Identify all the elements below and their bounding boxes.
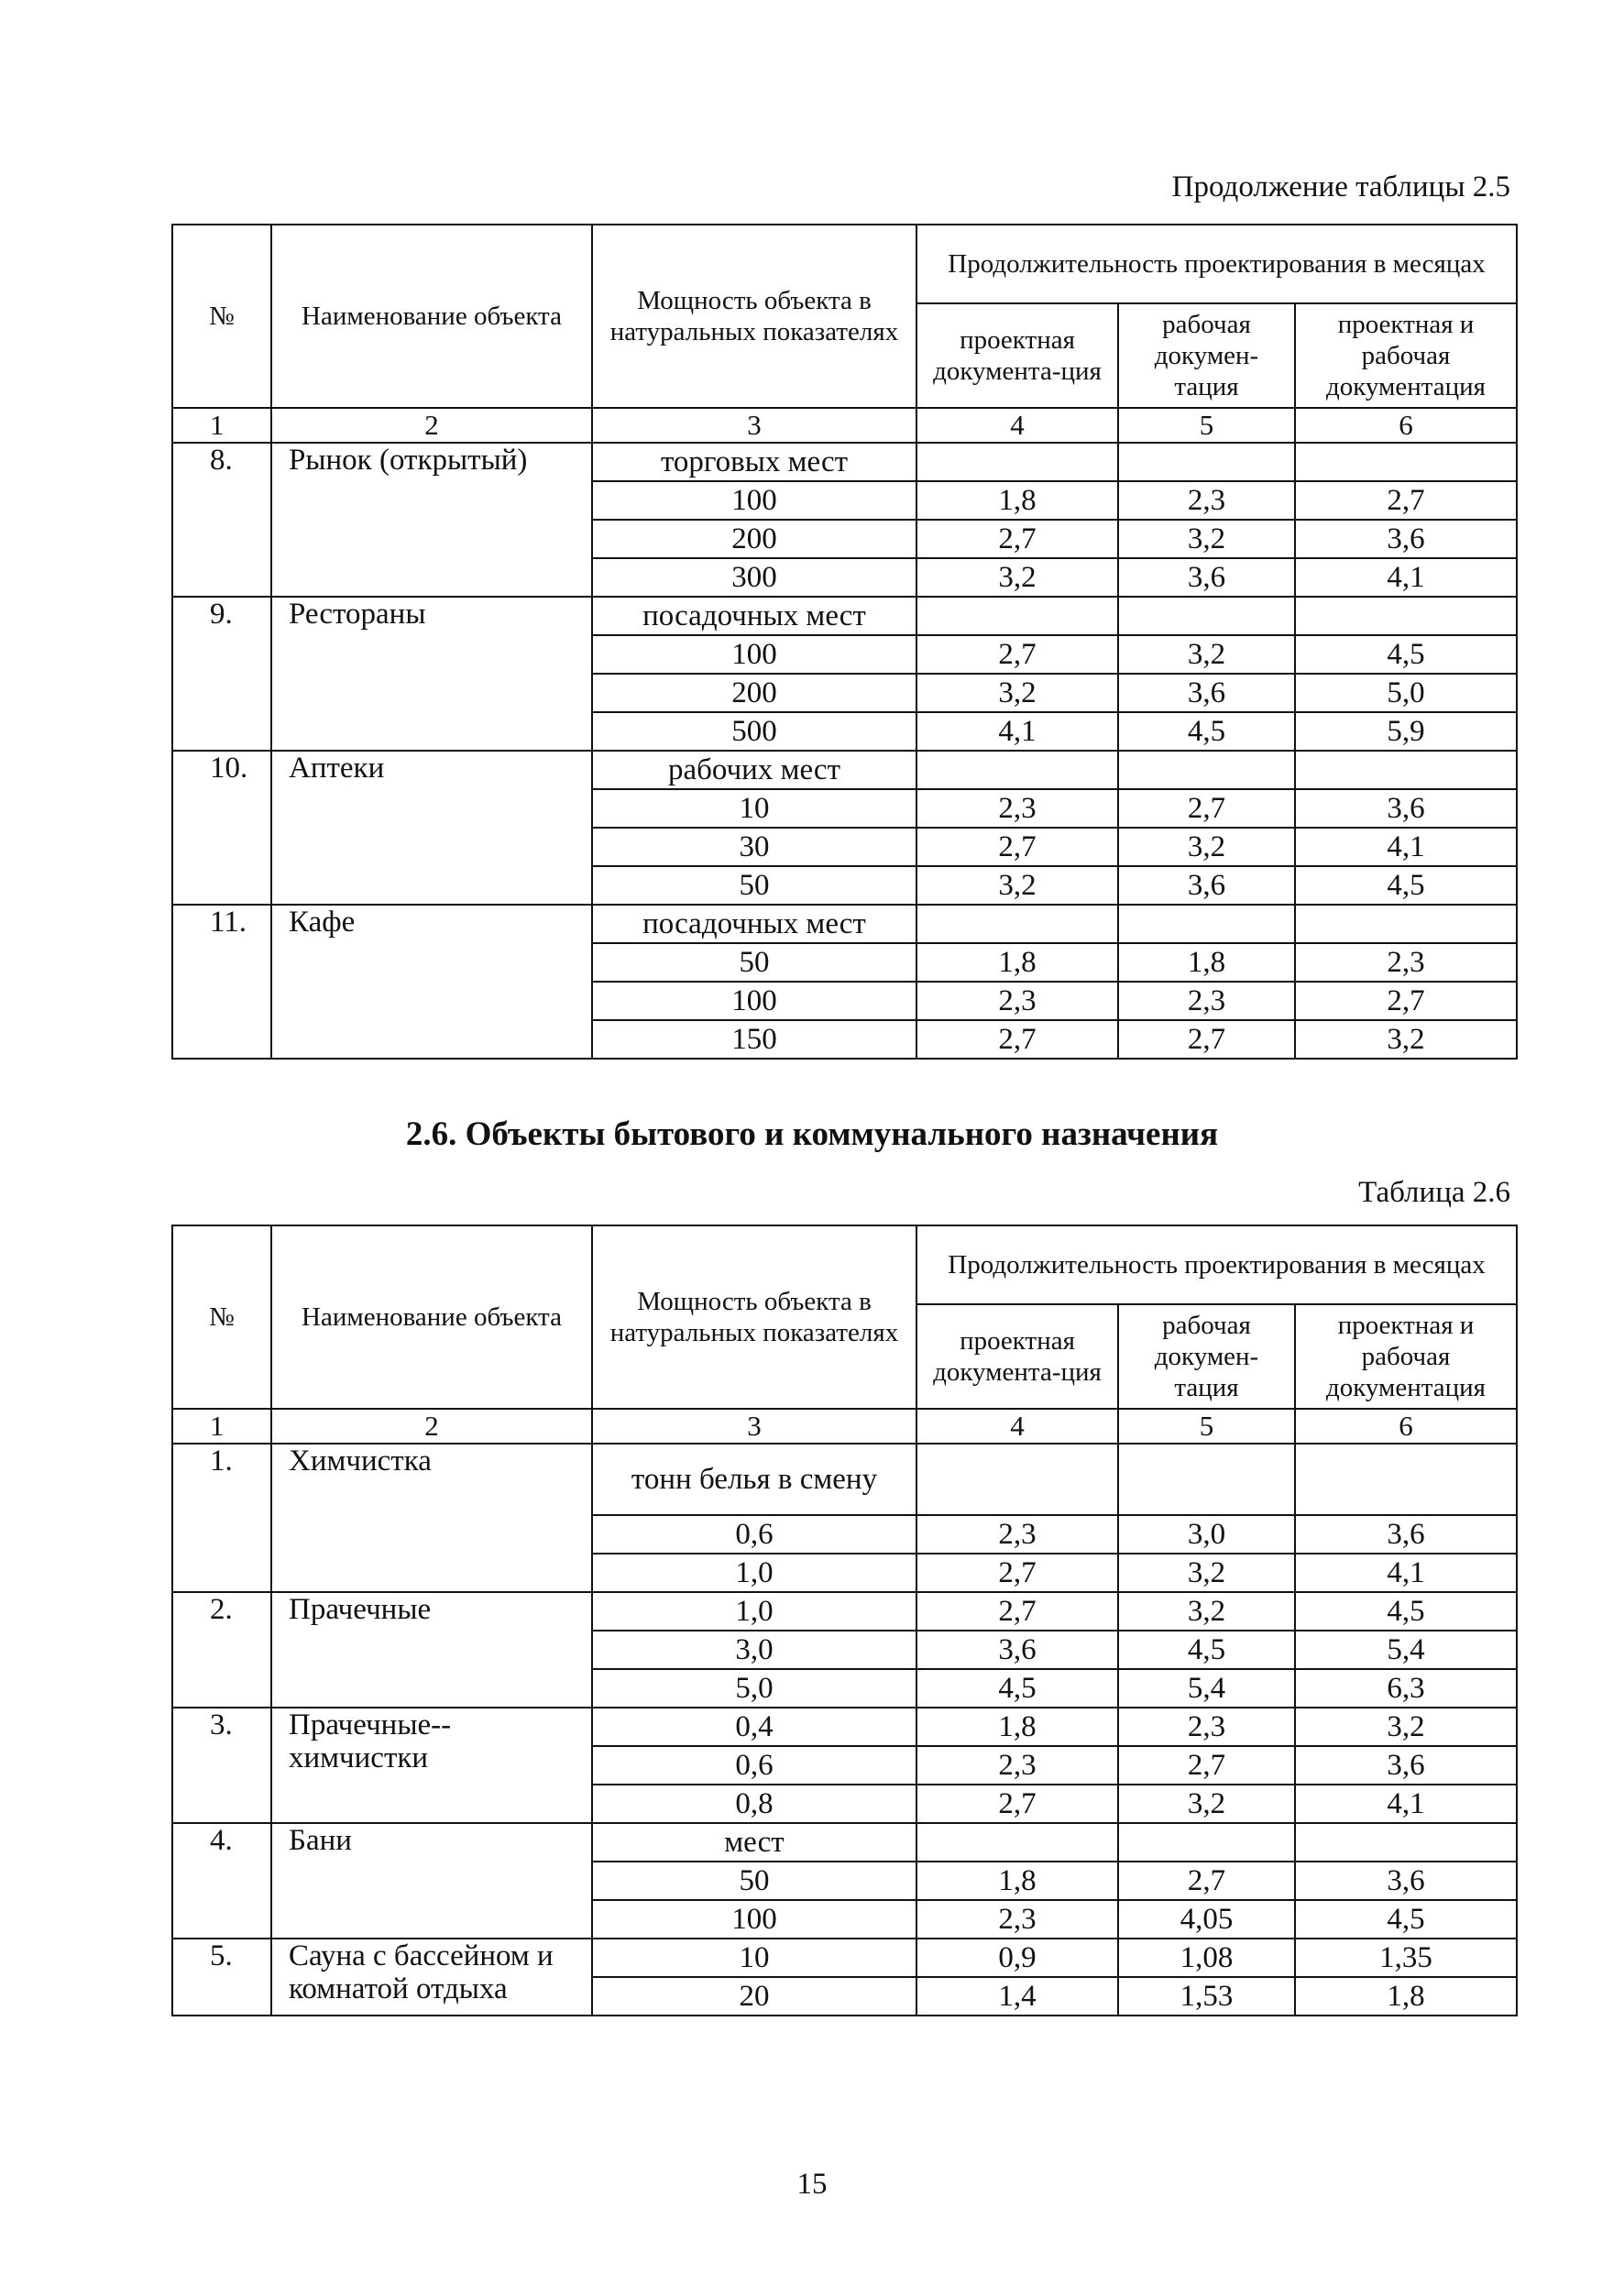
column-number: 5 — [1118, 1409, 1295, 1444]
project-doc-months: 2,7 — [916, 1020, 1118, 1059]
project-doc-months: 2,7 — [916, 520, 1118, 558]
column-number: 4 — [916, 408, 1118, 443]
object-name: Кафе — [271, 905, 592, 1059]
capacity-unit: посадочных мест — [592, 597, 916, 635]
table-row — [172, 1823, 1517, 1862]
both-doc-months: 4,1 — [1295, 1554, 1517, 1592]
both-doc-months: 5,0 — [1295, 674, 1517, 712]
project-doc-months: 3,2 — [916, 866, 1118, 905]
work-doc-months: 3,6 — [1118, 674, 1295, 712]
project-doc-months: 2,7 — [916, 1554, 1118, 1592]
table-row — [172, 597, 1517, 635]
project-doc-months: 2,7 — [916, 1592, 1118, 1631]
capacity-value: 100 — [592, 1900, 916, 1939]
work-doc-months: 2,7 — [1118, 1862, 1295, 1900]
column-number: 2 — [271, 408, 592, 443]
header-capacity: Мощность объекта в натуральных показателях — [592, 225, 916, 408]
project-doc-months: 1,8 — [916, 1708, 1118, 1746]
column-number: 3 — [592, 408, 916, 443]
empty-cell — [1118, 905, 1295, 943]
empty-cell — [916, 443, 1118, 481]
section-title: 2.6. Объекты бытового и коммунального назначения — [405, 1115, 1219, 1153]
both-doc-months: 3,6 — [1295, 1862, 1517, 1900]
object-name: Сауна с бассейном и комнатой отдыха — [271, 1939, 592, 2016]
project-doc-months: 2,3 — [916, 1515, 1118, 1554]
empty-cell — [1118, 751, 1295, 789]
both-doc-months: 4,1 — [1295, 828, 1517, 866]
capacity-value: 200 — [592, 674, 916, 712]
row-number: 5. — [172, 1939, 271, 2016]
project-doc-months: 1,8 — [916, 943, 1118, 982]
work-doc-months: 1,08 — [1118, 1939, 1295, 1977]
table-row — [172, 1939, 1517, 1977]
capacity-value: 50 — [592, 866, 916, 905]
empty-cell — [916, 1823, 1118, 1862]
page-number: 15 — [796, 2168, 828, 2201]
capacity-value: 50 — [592, 943, 916, 982]
row-number: 1. — [172, 1444, 271, 1592]
object-name: Прачечные--химчистки — [271, 1708, 592, 1823]
object-name: Рынок (открытый) — [271, 443, 592, 597]
capacity-value: 1,0 — [592, 1592, 916, 1631]
empty-cell — [1295, 1444, 1517, 1515]
work-doc-months: 3,2 — [1118, 635, 1295, 674]
project-doc-months: 3,2 — [916, 674, 1118, 712]
capacity-value: 150 — [592, 1020, 916, 1059]
project-doc-months: 1,8 — [916, 481, 1118, 520]
table-caption: Продолжение таблицы 2.5 — [1171, 170, 1510, 203]
work-doc-months: 3,2 — [1118, 520, 1295, 558]
header-duration: Продолжительность проектирования в месяцах — [916, 225, 1517, 303]
both-doc-months: 3,6 — [1295, 520, 1517, 558]
column-number: 6 — [1295, 408, 1517, 443]
work-doc-months: 3,2 — [1118, 828, 1295, 866]
project-doc-months: 3,2 — [916, 558, 1118, 597]
empty-cell — [916, 751, 1118, 789]
duration-table-2-6 — [171, 1225, 1518, 2016]
empty-cell — [916, 1444, 1118, 1515]
capacity-value: 50 — [592, 1862, 916, 1900]
header-project-doc: проектная документа-ция — [916, 1304, 1118, 1409]
capacity-unit: тонн белья в смену — [592, 1444, 916, 1515]
column-number: 3 — [592, 1409, 916, 1444]
empty-cell — [1295, 751, 1517, 789]
empty-cell — [1118, 1823, 1295, 1862]
project-doc-months: 4,1 — [916, 712, 1118, 751]
row-number: 4. — [172, 1823, 271, 1939]
capacity-value: 100 — [592, 982, 916, 1020]
header-name: Наименование объекта — [271, 225, 592, 408]
object-name: Химчистка — [271, 1444, 592, 1592]
capacity-unit: мест — [592, 1823, 916, 1862]
both-doc-months: 6,3 — [1295, 1669, 1517, 1708]
project-doc-months: 3,6 — [916, 1631, 1118, 1669]
empty-cell — [1118, 443, 1295, 481]
both-doc-months: 4,5 — [1295, 635, 1517, 674]
work-doc-months: 3,0 — [1118, 1515, 1295, 1554]
both-doc-months: 4,1 — [1295, 558, 1517, 597]
capacity-value: 10 — [592, 789, 916, 828]
both-doc-months: 4,1 — [1295, 1785, 1517, 1823]
capacity-unit: посадочных мест — [592, 905, 916, 943]
capacity-value: 500 — [592, 712, 916, 751]
empty-cell — [916, 597, 1118, 635]
table-row — [172, 905, 1517, 943]
capacity-value: 20 — [592, 1977, 916, 2016]
both-doc-months: 3,2 — [1295, 1708, 1517, 1746]
empty-cell — [1295, 1823, 1517, 1862]
capacity-value: 1,0 — [592, 1554, 916, 1592]
work-doc-months: 3,6 — [1118, 558, 1295, 597]
work-doc-months: 3,2 — [1118, 1554, 1295, 1592]
empty-cell — [1118, 597, 1295, 635]
empty-cell — [916, 905, 1118, 943]
both-doc-months: 5,4 — [1295, 1631, 1517, 1669]
project-doc-months: 2,7 — [916, 828, 1118, 866]
work-doc-months: 2,3 — [1118, 481, 1295, 520]
table-row — [172, 443, 1517, 481]
project-doc-months: 2,3 — [916, 982, 1118, 1020]
project-doc-months: 0,9 — [916, 1939, 1118, 1977]
project-doc-months: 2,7 — [916, 1785, 1118, 1823]
duration-table-2-5 — [171, 224, 1518, 1060]
table-row — [172, 751, 1517, 789]
both-doc-months: 3,6 — [1295, 1515, 1517, 1554]
table-caption: Таблица 2.6 — [1358, 1176, 1510, 1209]
header-both-doc: проектная и рабочая документация — [1295, 1304, 1517, 1409]
column-number: 2 — [271, 1409, 592, 1444]
both-doc-months: 2,3 — [1295, 943, 1517, 982]
project-doc-months: 1,4 — [916, 1977, 1118, 2016]
header-project-doc: проектная документа-ция — [916, 303, 1118, 408]
object-name: Бани — [271, 1823, 592, 1939]
header-work-doc: рабочая докумен-тация — [1118, 303, 1295, 408]
header-work-doc: рабочая докумен-тация — [1118, 1304, 1295, 1409]
column-number: 5 — [1118, 408, 1295, 443]
capacity-value: 0,4 — [592, 1708, 916, 1746]
work-doc-months: 1,8 — [1118, 943, 1295, 982]
project-doc-months: 2,7 — [916, 635, 1118, 674]
empty-cell — [1295, 443, 1517, 481]
column-number: 1 — [172, 408, 271, 443]
work-doc-months: 2,3 — [1118, 982, 1295, 1020]
object-name: Прачечные — [271, 1592, 592, 1708]
work-doc-months: 3,6 — [1118, 866, 1295, 905]
capacity-unit: торговых мест — [592, 443, 916, 481]
capacity-value: 100 — [592, 481, 916, 520]
work-doc-months: 2,7 — [1118, 1020, 1295, 1059]
header-both-doc: проектная и рабочая документация — [1295, 303, 1517, 408]
header-number: № — [172, 225, 271, 408]
header-duration: Продолжительность проектирования в месяцах — [916, 1225, 1517, 1304]
capacity-value: 3,0 — [592, 1631, 916, 1669]
capacity-value: 10 — [592, 1939, 916, 1977]
capacity-value: 100 — [592, 635, 916, 674]
work-doc-months: 2,3 — [1118, 1708, 1295, 1746]
work-doc-months: 1,53 — [1118, 1977, 1295, 2016]
both-doc-months: 4,5 — [1295, 866, 1517, 905]
capacity-value: 0,8 — [592, 1785, 916, 1823]
capacity-value: 0,6 — [592, 1746, 916, 1785]
row-number: 8. — [172, 443, 271, 597]
header-name: Наименование объекта — [271, 1225, 592, 1409]
work-doc-months: 3,2 — [1118, 1592, 1295, 1631]
work-doc-months: 2,7 — [1118, 1746, 1295, 1785]
both-doc-months: 2,7 — [1295, 481, 1517, 520]
both-doc-months: 1,35 — [1295, 1939, 1517, 1977]
row-number: 2. — [172, 1592, 271, 1708]
table-row — [172, 1708, 1517, 1746]
capacity-value: 300 — [592, 558, 916, 597]
project-doc-months: 1,8 — [916, 1862, 1118, 1900]
object-name: Рестораны — [271, 597, 592, 751]
column-number: 4 — [916, 1409, 1118, 1444]
row-number: 3. — [172, 1708, 271, 1823]
both-doc-months: 4,5 — [1295, 1900, 1517, 1939]
both-doc-months: 4,5 — [1295, 1592, 1517, 1631]
both-doc-months: 3,6 — [1295, 1746, 1517, 1785]
column-number: 1 — [172, 1409, 271, 1444]
both-doc-months: 5,9 — [1295, 712, 1517, 751]
column-number: 6 — [1295, 1409, 1517, 1444]
capacity-value: 5,0 — [592, 1669, 916, 1708]
both-doc-months: 3,2 — [1295, 1020, 1517, 1059]
empty-cell — [1295, 905, 1517, 943]
work-doc-months: 4,5 — [1118, 1631, 1295, 1669]
header-number: № — [172, 1225, 271, 1409]
row-number: 11. — [172, 905, 271, 1059]
header-capacity: Мощность объекта в натуральных показателях — [592, 1225, 916, 1409]
object-name: Аптеки — [271, 751, 592, 905]
capacity-unit: рабочих мест — [592, 751, 916, 789]
work-doc-months: 2,7 — [1118, 789, 1295, 828]
project-doc-months: 2,3 — [916, 1746, 1118, 1785]
both-doc-months: 2,7 — [1295, 982, 1517, 1020]
empty-cell — [1295, 597, 1517, 635]
work-doc-months: 4,5 — [1118, 712, 1295, 751]
table-row — [172, 1592, 1517, 1631]
capacity-value: 200 — [592, 520, 916, 558]
row-number: 10. — [172, 751, 271, 905]
work-doc-months: 5,4 — [1118, 1669, 1295, 1708]
capacity-value: 0,6 — [592, 1515, 916, 1554]
both-doc-months: 3,6 — [1295, 789, 1517, 828]
project-doc-months: 2,3 — [916, 789, 1118, 828]
row-number: 9. — [172, 597, 271, 751]
project-doc-months: 4,5 — [916, 1669, 1118, 1708]
work-doc-months: 4,05 — [1118, 1900, 1295, 1939]
empty-cell — [1118, 1444, 1295, 1515]
both-doc-months: 1,8 — [1295, 1977, 1517, 2016]
table-row — [172, 1444, 1517, 1515]
capacity-value: 30 — [592, 828, 916, 866]
work-doc-months: 3,2 — [1118, 1785, 1295, 1823]
project-doc-months: 2,3 — [916, 1900, 1118, 1939]
